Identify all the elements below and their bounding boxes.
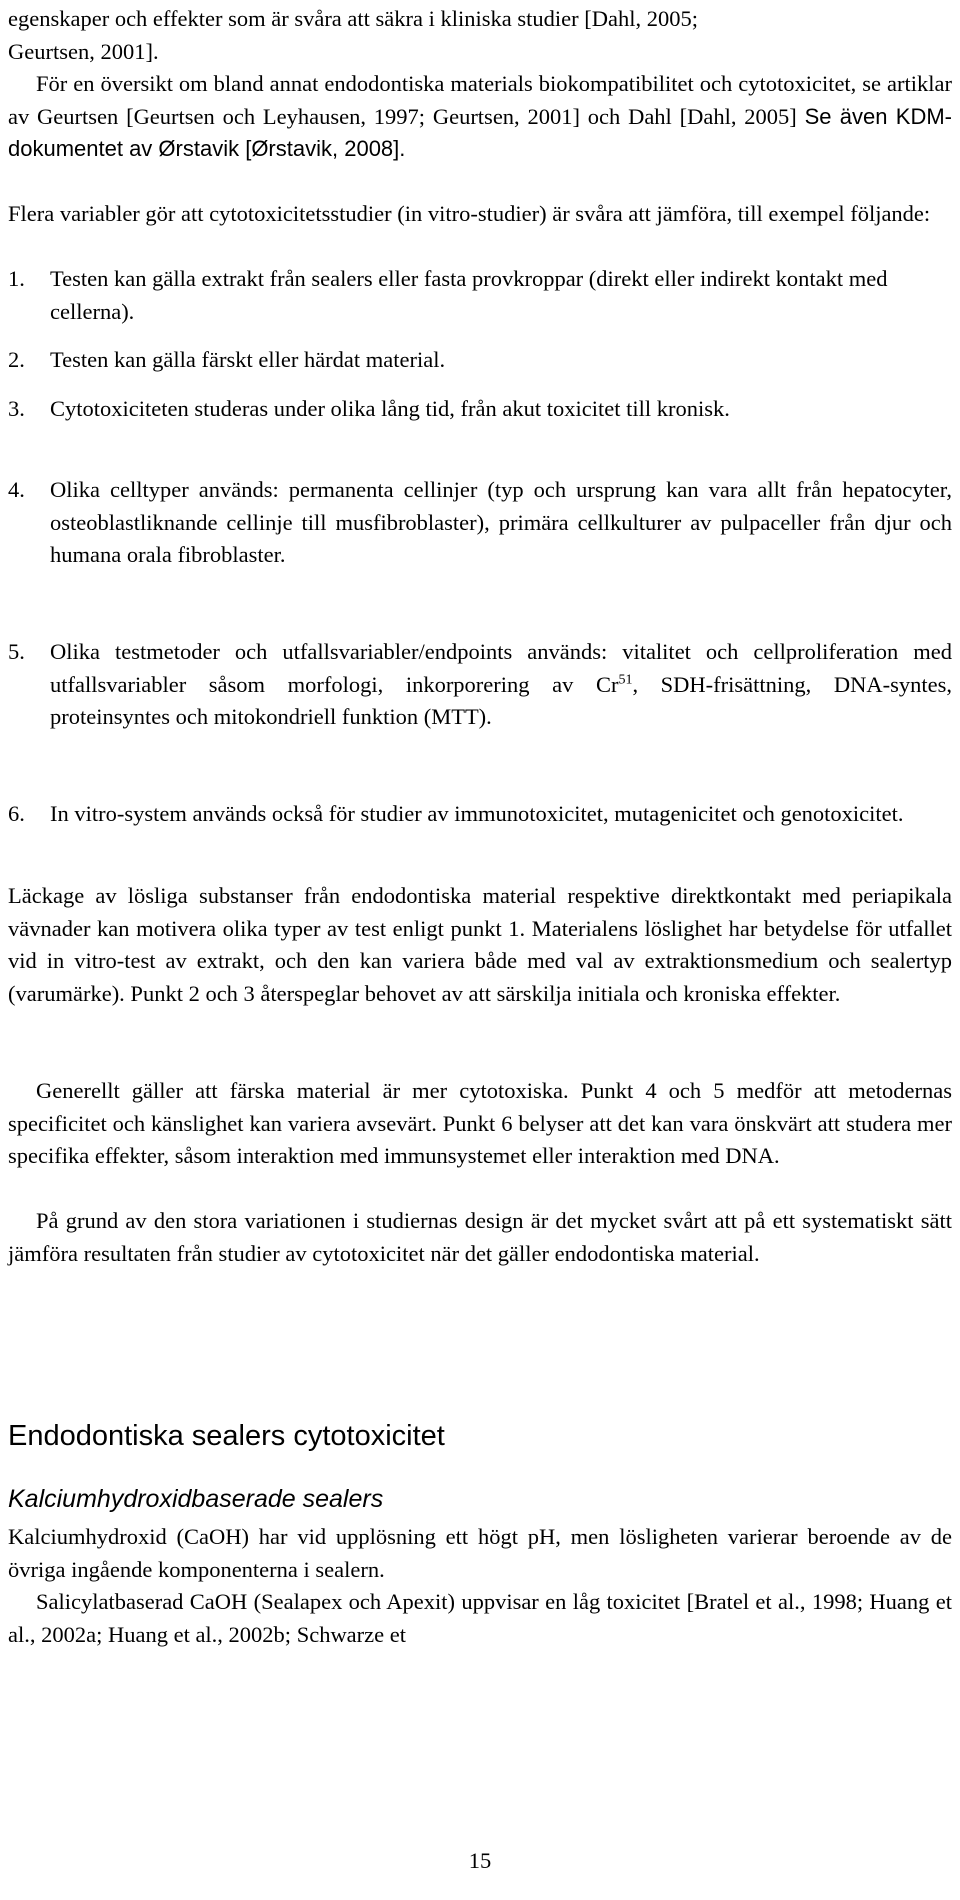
paragraph-calcium: Kalciumhydroxid (CaOH) har vid upplösning ett högt pH, men lösligheten varierar beroende av de övriga ingående komponenterna i sealern. bbox=[8, 1524, 952, 1582]
list-number: 5. bbox=[8, 639, 25, 664]
paragraph-general: Generellt gäller att färska material är mer cytotoxiska. Punkt 4 och 5 medför att metodernas specificitet och känslighet kan variera avsevärt. Punkt 6 belyser att det kan vara önskvärt att studera mer specifika effekter, såsom interaktion med immunsystemet eller interaktion med DNA. bbox=[8, 1078, 952, 1168]
paragraph-overview bbox=[8, 68, 952, 198]
paragraph-text-sans: Se även KDM-dokumentet av Ørstavik [Ørstavik, 2008]. bbox=[8, 103, 953, 161]
text-line: egenskaper och effekter som är svåra att säkra i kliniska studier [Dahl, 2005; bbox=[8, 6, 698, 31]
list-number: 1. bbox=[8, 266, 25, 291]
list-text: Testen kan gälla färskt eller härdat material. bbox=[50, 347, 446, 372]
text-line: Geurtsen, 2001]. bbox=[8, 38, 159, 64]
list-text-part: Olika testmetoder och utfallsvariabler/endpoints används: vitalitet och cellproliferation med utfallsvariabler såsom morfologi, inkorporering av Cr bbox=[50, 639, 952, 697]
superscript: 51 bbox=[618, 672, 633, 687]
list-text: Cytotoxiciteten studeras under olika lång tid, från akut toxicitet till kronisk. bbox=[50, 396, 730, 421]
list-text: In vitro-system används också för studier av immunotoxicitet, mutagenicitet och genotoxicitet. bbox=[50, 801, 904, 826]
paragraph-text: För en översikt om bland annat endodontiska materials biokompatibilitet och cytotoxicitet, se artiklar av Geurtsen [Geurtsen och Leyhausen, 1997; Geurtsen, 2001] och Dahl [Dahl, 2005] bbox=[8, 71, 952, 129]
list-number: 6. bbox=[8, 801, 25, 826]
paragraph-variation: På grund av den stora variationen i studiernas design är det mycket svårt att på ett systematiskt sätt jämföra resultaten från studier av cytotoxicitet när det gäller endodontiska material. bbox=[8, 1208, 952, 1266]
paragraph-salicylate: Salicylatbaserad CaOH (Sealapex och Apexit) uppvisar en låg toxicitet [Bratel et al., 1998; Huang et al., 2002a; Huang et al., 2002b; Schwarze et bbox=[8, 1589, 952, 1647]
list-text: Testen kan gälla extrakt från sealers eller fasta provkroppar (direkt eller indirekt kontakt med cellerna). bbox=[50, 266, 888, 324]
list-text-part: , SDH-frisättning, DNA-syntes, proteinsyntes och mitokondriell funktion (MTT). bbox=[50, 671, 952, 729]
page-number: 15 bbox=[468, 1848, 492, 1873]
list-text: Olika celltyper används: permanenta cellinjer (typ och ursprung kan vara allt från hepatocyter, osteoblastliknande cellinje till musfibroblaster), primära cellkulturer av pulpaceller från djur och humana orala fibroblaster. bbox=[50, 477, 952, 567]
list-number: 2. bbox=[8, 347, 25, 372]
list-number: 3. bbox=[8, 396, 25, 421]
list-text bbox=[50, 636, 952, 734]
paragraph-leakage: Läckage av lösliga substanser från endodontiska material respektive direktkontakt med periapikala vävnader kan motivera olika typer av test enligt punkt 1. Materialens löslighet har betydelse för utfallet vid in vitro-test av extrakt, och den kan variera både med val av extraktionsmedium och sealertyp (varumärke). Punkt 2 och 3 återspeglar behovet av att särskilja initiala och kroniska effekter. bbox=[8, 883, 952, 1006]
section-heading: Endodontiska sealers cytotoxicitet bbox=[8, 1420, 445, 1452]
paragraph-continuation bbox=[8, 3, 952, 68]
paragraph-variables: Flera variabler gör att cytotoxicitetsstudier (in vitro-studier) är svåra att jämföra, till exempel följande: bbox=[8, 201, 931, 226]
subsection-heading: Kalciumhydroxidbaserade sealers bbox=[8, 1485, 384, 1513]
list-number: 4. bbox=[8, 477, 25, 502]
